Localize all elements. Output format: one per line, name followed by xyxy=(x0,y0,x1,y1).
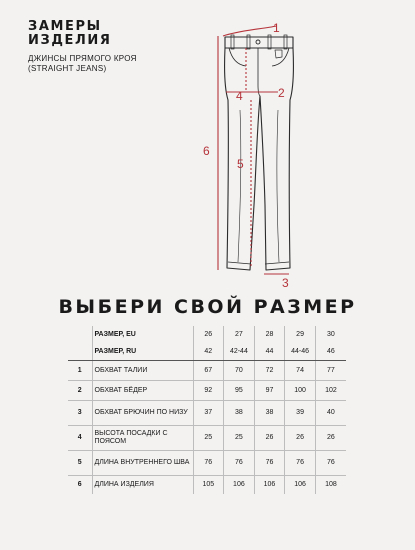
cell-value: 38 xyxy=(254,401,285,426)
row-label: ОБХВАТ БРЮЧИН ПО НИЗУ xyxy=(92,401,193,426)
cell-value: 95 xyxy=(224,381,255,401)
eu-size-29: 29 xyxy=(285,326,316,344)
waistband xyxy=(225,37,293,48)
row-label: ОБХВАТ БЁДЕР xyxy=(92,381,193,401)
cell-value: 39 xyxy=(285,401,316,426)
ru-size-44: 44 xyxy=(254,344,285,361)
leg-crease-left xyxy=(238,110,241,262)
marker-4: 4 xyxy=(236,89,243,103)
row-label: ОБХВАТ ТАЛИИ xyxy=(92,361,193,381)
title-line-2: ИЗДЕЛИЯ xyxy=(28,33,112,48)
table-row xyxy=(68,381,346,401)
coin-pocket xyxy=(275,50,282,58)
ru-size-42-44: 42-44 xyxy=(224,344,255,361)
jeans-outline xyxy=(225,37,294,270)
cell-value: 38 xyxy=(224,401,255,426)
hem-right xyxy=(265,262,289,264)
marker-5: 5 xyxy=(237,157,244,171)
table-row xyxy=(68,451,346,476)
hem-left xyxy=(228,262,251,264)
cell-value: 106 xyxy=(285,476,316,495)
cell-value: 26 xyxy=(315,426,346,451)
ru-size-label: РАЗМЕР, RU xyxy=(92,344,193,361)
cell-value: 40 xyxy=(315,401,346,426)
front-pocket-left xyxy=(229,48,246,66)
cell-value: 100 xyxy=(285,381,316,401)
cell-value: 77 xyxy=(315,361,346,381)
jeans-body xyxy=(225,48,294,270)
table-row xyxy=(68,401,346,426)
eu-size-30: 30 xyxy=(315,326,346,344)
row-label: ВЫСОТА ПОСАДКИ С ПОЯСОМ xyxy=(92,426,193,451)
cell-value: 37 xyxy=(193,401,224,426)
cell-value: 105 xyxy=(193,476,224,495)
title-line-1: ЗАМЕРЫ xyxy=(28,19,102,34)
cell-value: 72 xyxy=(254,361,285,381)
waist-line xyxy=(223,26,276,36)
marker-1: 1 xyxy=(273,21,280,35)
row-number: 5 xyxy=(68,451,92,476)
cell-value: 67 xyxy=(193,361,224,381)
button-icon xyxy=(256,40,260,44)
eu-size-28: 28 xyxy=(254,326,285,344)
cell-value: 76 xyxy=(315,451,346,476)
eu-size-26: 26 xyxy=(193,326,224,344)
cell-value: 106 xyxy=(224,476,255,495)
table-row xyxy=(68,361,346,381)
ru-size-header-row xyxy=(68,344,346,361)
eu-size-27: 27 xyxy=(224,326,255,344)
marker-6: 6 xyxy=(203,144,210,158)
row-number: 2 xyxy=(68,381,92,401)
size-chart-table xyxy=(68,326,346,494)
cell-value: 25 xyxy=(193,426,224,451)
row-label: ДЛИНА ИЗДЕЛИЯ xyxy=(92,476,193,495)
cell-value: 76 xyxy=(254,451,285,476)
row-number: 3 xyxy=(68,401,92,426)
cell-value: 76 xyxy=(193,451,224,476)
row-number: 4 xyxy=(68,426,92,451)
ru-size-46: 46 xyxy=(315,344,346,361)
cell-value: 26 xyxy=(254,426,285,451)
row-number: 6 xyxy=(68,476,92,495)
cell-value: 26 xyxy=(285,426,316,451)
cell-value: 97 xyxy=(254,381,285,401)
eu-size-label: РАЗМЕР, EU xyxy=(92,326,193,344)
marker-3: 3 xyxy=(282,276,289,290)
ru-size-42: 42 xyxy=(193,344,224,361)
marker-2: 2 xyxy=(278,86,285,100)
row-number: 1 xyxy=(77,366,82,374)
subtitle-line-1: ДЖИНСЫ ПРЯМОГО КРОЯ xyxy=(28,54,137,63)
fly-seam xyxy=(258,48,260,96)
cell-value: 92 xyxy=(193,381,224,401)
size-chart-heading: ВЫБЕРИ СВОЙ РАЗМЕР xyxy=(58,296,357,318)
cell-value: 74 xyxy=(285,361,316,381)
cell-value: 70 xyxy=(224,361,255,381)
row-label: ДЛИНА ВНУТРЕННЕГО ШВА xyxy=(92,451,193,476)
cell-value: 76 xyxy=(285,451,316,476)
cell-value: 108 xyxy=(315,476,346,495)
table-row xyxy=(68,426,346,451)
subtitle-line-2: (STRAIGHT JEANS) xyxy=(28,64,107,73)
table-row xyxy=(68,476,346,495)
eu-size-header-row xyxy=(68,326,346,344)
leg-crease-right xyxy=(277,110,279,262)
ru-size-44-46: 44-46 xyxy=(285,344,316,361)
cell-value: 106 xyxy=(254,476,285,495)
cell-value: 25 xyxy=(224,426,255,451)
cell-value: 102 xyxy=(315,381,346,401)
cell-value: 76 xyxy=(224,451,255,476)
